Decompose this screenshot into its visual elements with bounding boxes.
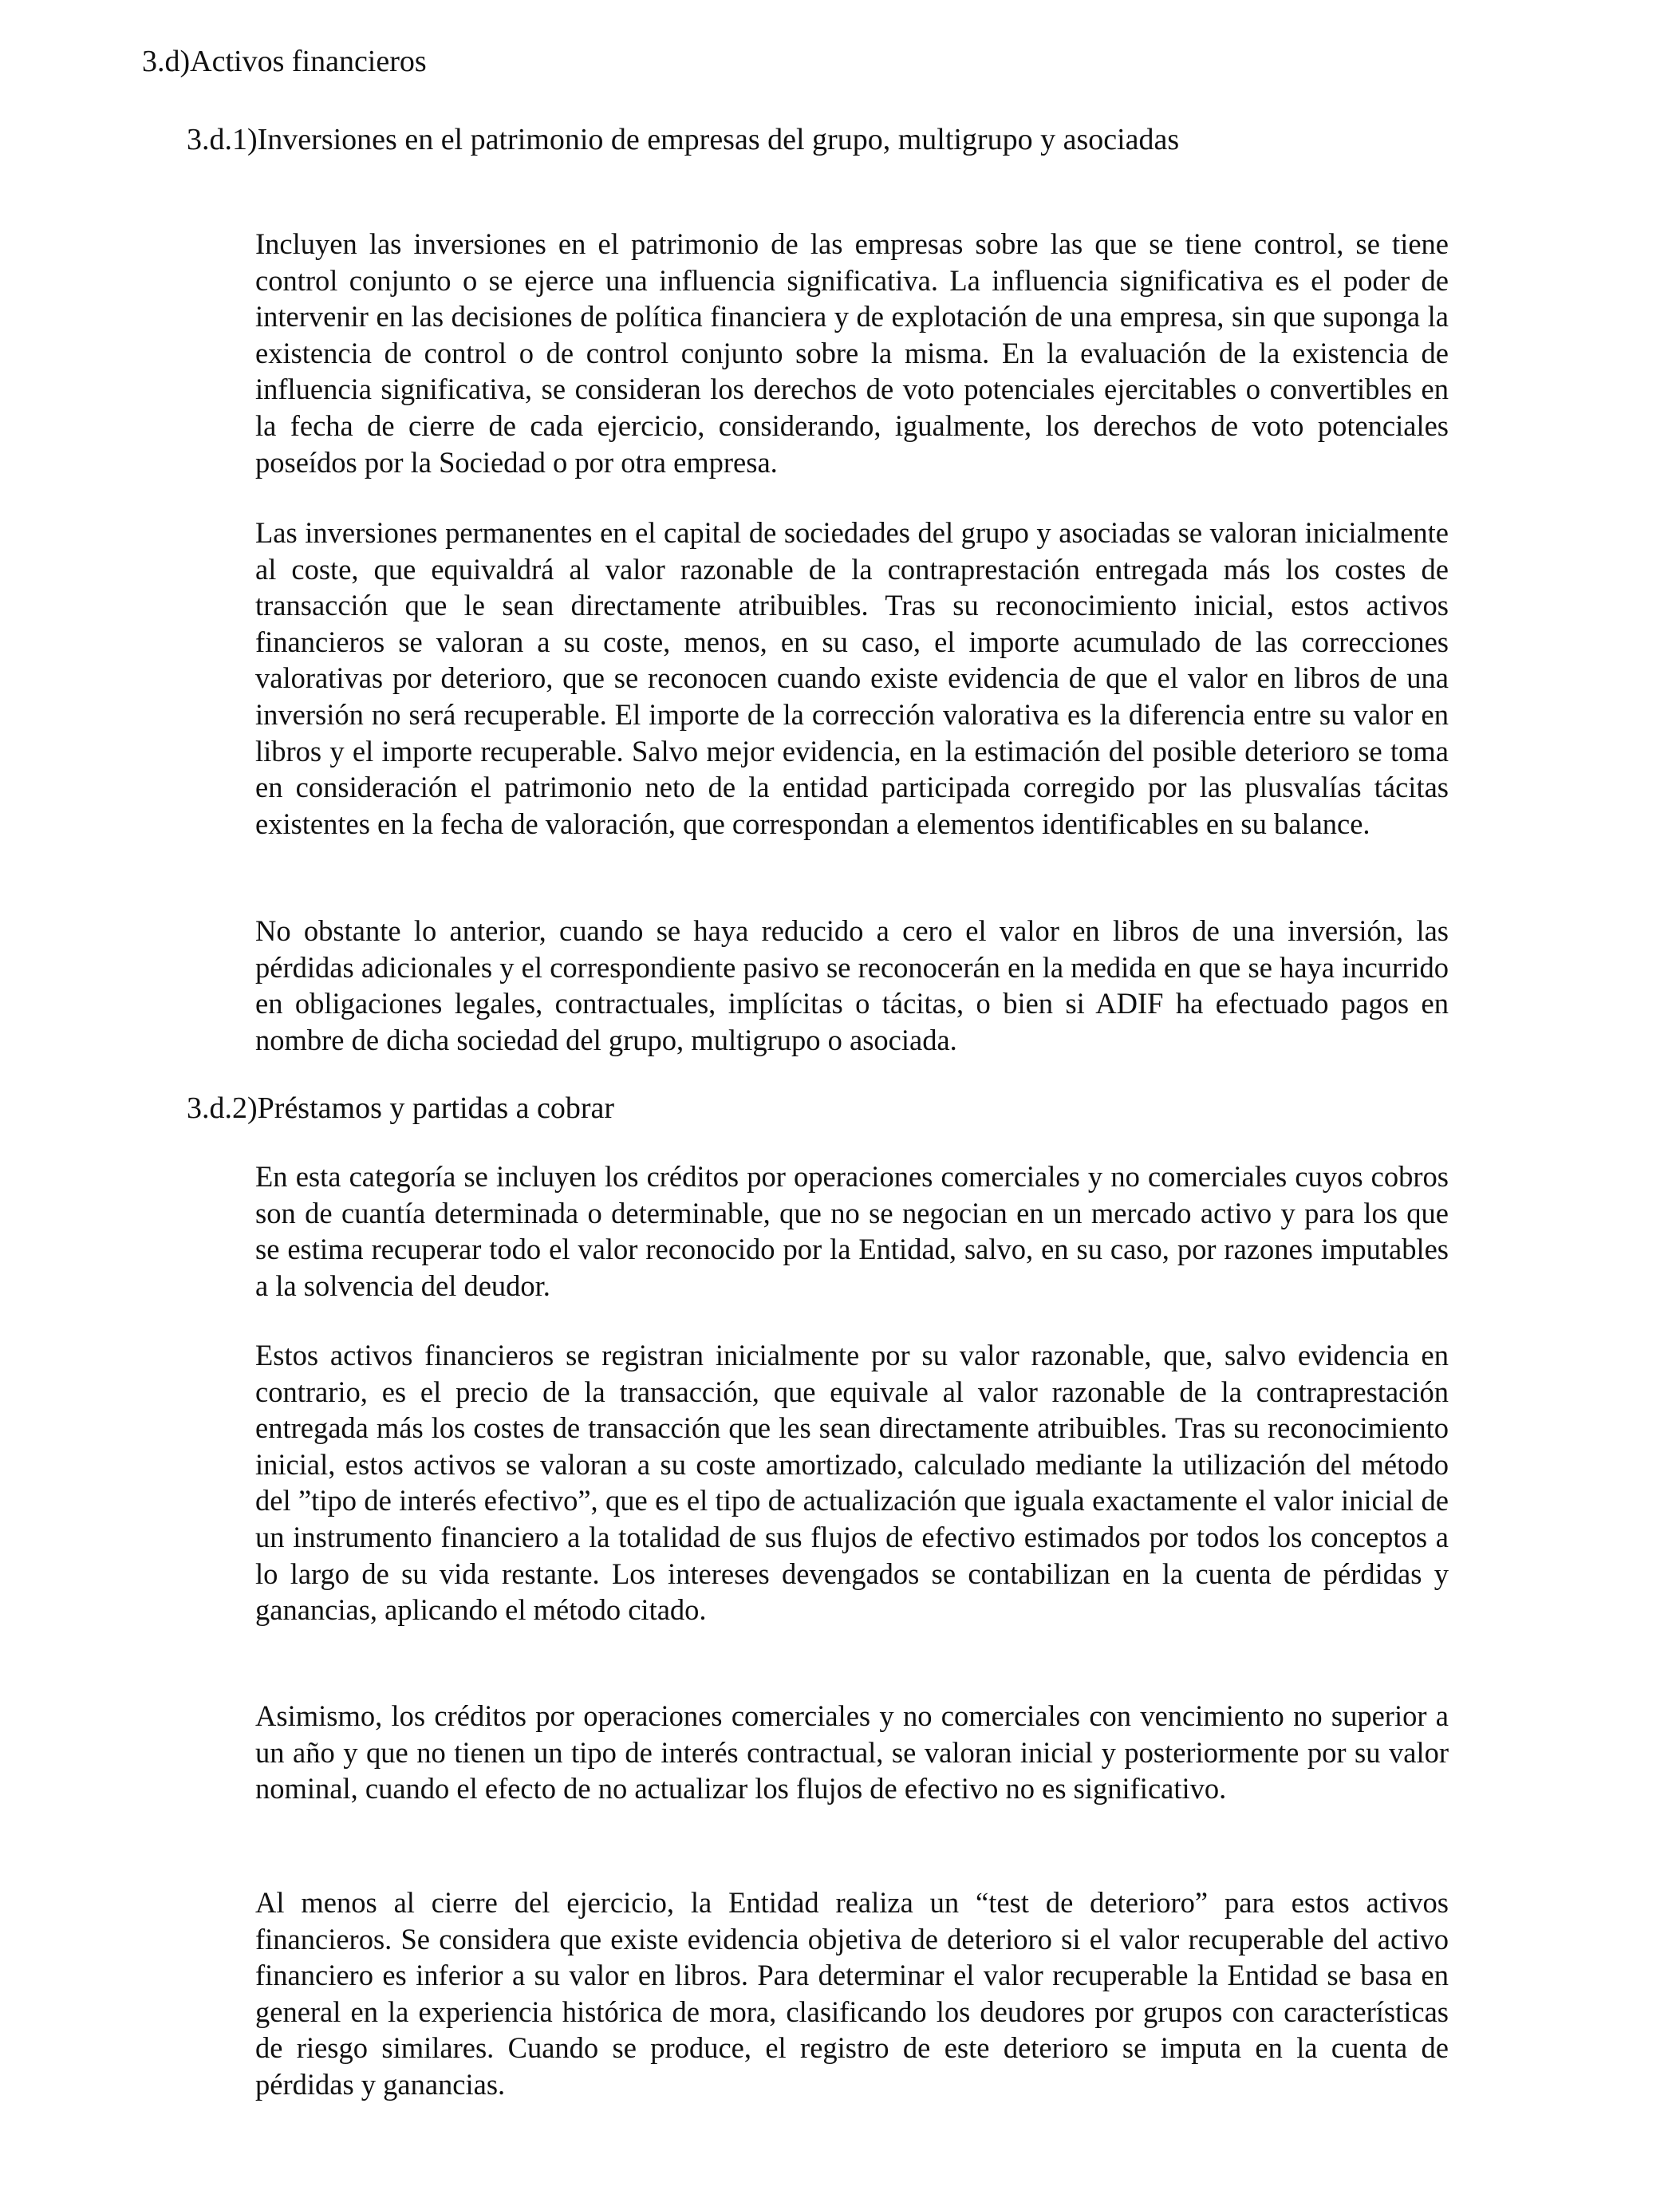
paragraph: Asimismo, los créditos por operaciones comerciales y no comerciales con vencimiento no superior a un año y que no tienen un tipo de interés contractual, se valoran inicial y posteriormente por su valor nominal, cuando el efecto de no actualizar los flujos de efectivo no es significativo. [255, 1699, 1449, 1805]
section-heading: 3.d)Activos financieros [142, 45, 427, 78]
paragraph: En esta categoría se incluyen los créditos por operaciones comerciales y no comerciales cuyos cobros son de cuantía determinada o determinable, que no se negocian en un mercado activo y para los que se estima recuperar todo el valor reconocido por la Entidad, salvo, en su caso, por razones imputables a la solvencia del deudor. [255, 1160, 1449, 1302]
paragraph: Al menos al cierre del ejercicio, la Entidad realiza un “test de deterioro” para estos activos financieros. Se considera que existe evidencia objetiva de deterioro si el valor recuperable del activo financiero es inferior a su valor en libros. Para determinar el valor recuperable la Entidad se basa en general en la experiencia histórica de mora, clasificando los deudores por grupos con características de riesgo similares. Cuando se produce, el registro de este deterioro se imputa en la cuenta de pérdidas y ganancias. [255, 1886, 1449, 2101]
paragraph: Incluyen las inversiones en el patrimonio de las empresas sobre las que se tiene control, se tiene control conjunto o se ejerce una influencia significativa. La influencia significativa es el poder de intervenir en las decisiones de política financiera y de explotación de una empresa, sin que suponga la existencia de control o de control conjunto sobre la misma. En la evaluación de la existencia de influencia significativa, se consideran los derechos de voto potenciales ejercitables o convertibles en la fecha de cierre de cada ejercicio, considerando, igualmente, los derechos de voto potenciales poseídos por la Sociedad o por otra empresa. [255, 227, 1449, 479]
subsection-heading-inversiones: 3.d.1)Inversiones en el patrimonio de empresas del grupo, multigrupo y asociadas [187, 123, 1180, 156]
subsection-heading-prestamos: 3.d.2)Préstamos y partidas a cobrar [187, 1091, 615, 1125]
paragraph: Las inversiones permanentes en el capital de sociedades del grupo y asociadas se valoran inicialmente al coste, que equivaldrá al valor razonable de la contraprestación entregada más los costes de transacción que le sean directamente atribuibles. Tras su reconocimiento inicial, estos activos financieros se valoran a su coste, menos, en su caso, el importe acumulado de las correcciones valorativas por deterioro, que se reconocen cuando existe evidencia de que el valor en libros de una inversión no será recuperable. El importe de la corrección valorativa es la diferencia entre su valor en libros y el importe recuperable. Salvo mejor evidencia, en la estimación del posible deterioro se toma en consideración el patrimonio neto de la entidad participada corregido por las plusvalías tácitas existentes en la fecha de valoración, que correspondan a elementos identificables en su balance. [255, 516, 1449, 840]
paragraph: No obstante lo anterior, cuando se haya reducido a cero el valor en libros de una inversión, las pérdidas adicionales y el correspondiente pasivo se reconocerán en la medida en que se haya incurrido en obligaciones legales, contractuales, implícitas o tácitas, o bien si ADIF ha efectuado pagos en nombre de dicha sociedad del grupo, multigrupo o asociada. [255, 914, 1449, 1056]
paragraph: Estos activos financieros se registran inicialmente por su valor razonable, que, salvo evidencia en contrario, es el precio de la transacción, que equivale al valor razonable de la contraprestación entregada más los costes de transacción que les sean directamente atribuibles. Tras su reconocimiento inicial, estos activos se valoran a su coste amortizado, calculado mediante la utilización del método del ”tipo de interés efectivo”, que es el tipo de actualización que iguala exactamente el valor inicial de un instrumento financiero a la totalidad de sus flujos de efectivo estimados por todos los conceptos a lo largo de su vida restante. Los intereses devengados se contabilizan en la cuenta de pérdidas y ganancias, aplicando el método citado. [255, 1339, 1449, 1627]
